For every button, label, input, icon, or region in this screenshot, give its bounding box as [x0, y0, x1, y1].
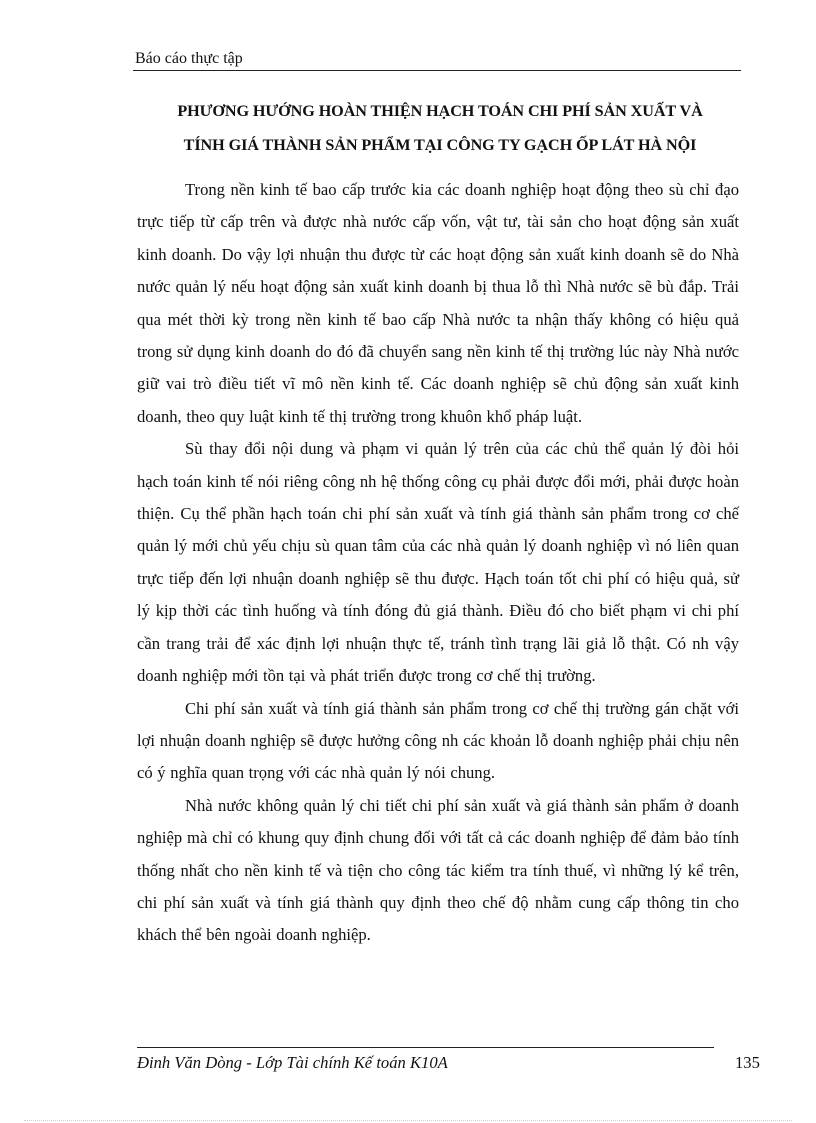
section-title-line-1: PHƯƠNG HƯỚNG HOÀN THIỆN HẠCH TOÁN CHI PHÍ SẢN XUẤT VÀ [177, 102, 703, 120]
document-body [137, 174, 739, 952]
paragraph-4: Nhà nước không quản lý chi tiết chi phí sản xuất và giá thành sản phẩm ở doanh nghiệp mà chỉ có khung quy định chung đối với tất cả các doanh nghiệp để đảm bảo tính thống nhất cho nền kinh tế và tiện cho công tác kiểm tra tính thuế, vì những lý kể trên, chi phí sản xuất và tính giá thành quy định theo chế độ nhằm cung cấp thông tin cho khách thể bên ngoài doanh nghiệp. [137, 795, 739, 945]
paragraph-2: Sù thay đổi nội dung và phạm vi quản lý trên của các chủ thể quản lý đòi hỏi hạch toán kinh tế nói riêng công nh hệ thống công cụ phải được đổi mới, phải được hoàn thiện. Cụ thể phần hạch toán chi phí sản xuất và tính giá thành sản phẩm trong cơ chế quản lý mới chủ yếu chịu sù quan tâm của các nhà quản lý doanh nghiệp vì nó liên quan trực tiếp đến lợi nhuận doanh nghiệp sẽ thu được. Hạch toán tốt chi phí có hiệu quả, sử lý kịp thời các tình huống và tính đóng đủ giá thành. Điều đó cho biết phạm vi chi phí cần trang trải để xác định lợi nhuận thực tế, tránh tình trạng lãi giả lỗ thật. Có nh vậy doanh nghiệp mới tồn tại và phát triển được trong cơ chế thị trường. [137, 439, 739, 686]
page-number: 135 [735, 1053, 760, 1072]
section-title-line-2: TÍNH GIÁ THÀNH SẢN PHẨM TẠI CÔNG TY GẠCH ỐP LÁT HÀ NỘI [183, 136, 697, 154]
page-header: Báo cáo thực tập [135, 50, 243, 67]
header-divider [133, 70, 741, 71]
paragraph-3: Chi phí sản xuất và tính giá thành sản phẩm trong cơ chế thị trường gán chặt với lợi nhuận doanh nghiệp sẽ được hưởng công nh các khoản lỗ doanh nghiệp phải chịu nên có ý nghĩa quan trọng với các nhà quản lý nói chung. [137, 698, 739, 783]
paragraph-1: Trong nền kinh tế bao cấp trước kia các doanh nghiệp hoạt động theo sù chỉ đạo trực tiếp từ cấp trên và được nhà nước cấp vốn, vật tư, tài sản cho hoạt động sản xuất kinh doanh. Do vậy lợi nhuận thu được từ các hoạt động sản xuất kinh doanh sẽ do Nhà nước quản lý nếu hoạt động sản xuất kinh doanh bị thua lỗ thì Nhà nước sẽ bù đắp. Trải qua mét thời kỳ trong nền kinh tế bao cấp Nhà nước ta nhận thấy không có hiệu quả trong sử dụng kinh doanh do đó đã chuyển sang nền kinh tế thị trường lúc này Nhà nước giữ vai trò điều tiết vĩ mô nền kinh tế. Các doanh nghiệp sẽ chủ động sản xuất kinh doanh, theo quy luật kinh tế thị trường trong khuôn khổ pháp luật. [137, 180, 739, 426]
footer-author: Đinh Văn Dòng - Lớp Tài chính Kế toán K10A [137, 1053, 448, 1072]
footer-divider [137, 1047, 714, 1048]
page-bottom-edge [24, 1120, 792, 1121]
section-title [120, 94, 760, 162]
